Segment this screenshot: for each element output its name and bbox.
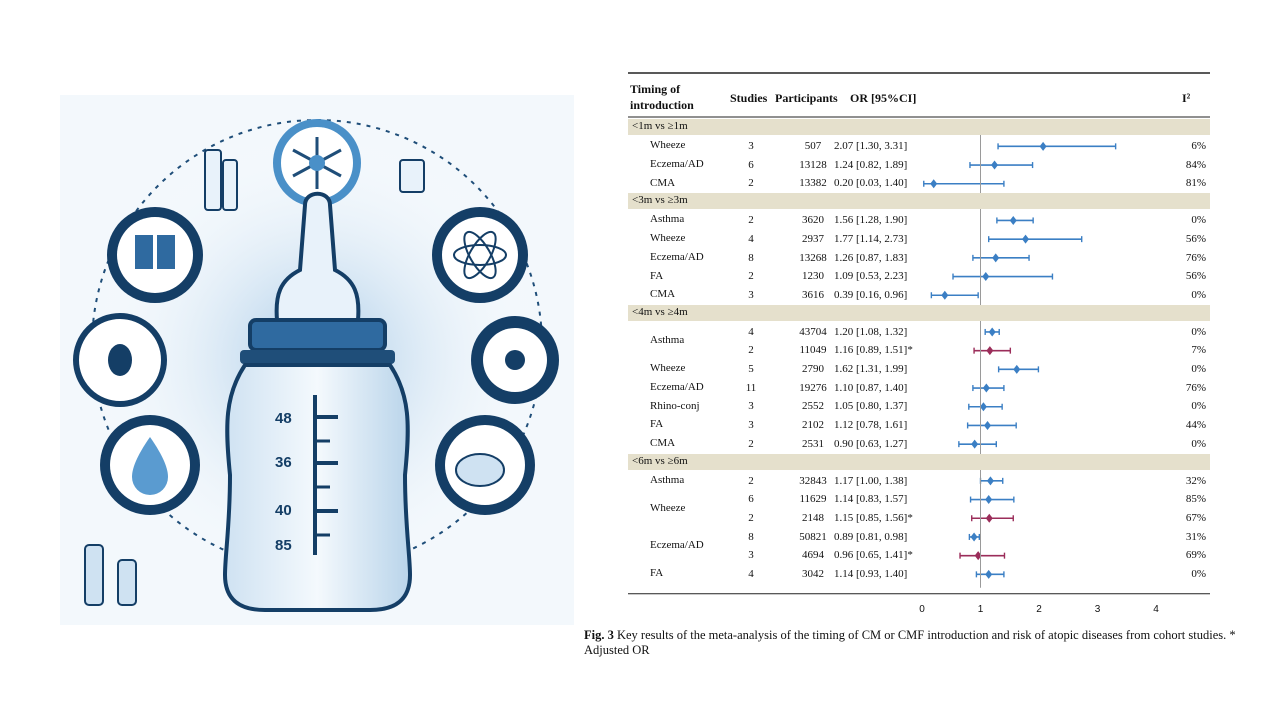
group-band — [628, 454, 1210, 470]
baby-bottle-illustration — [60, 95, 574, 625]
x-tick-label: 1 — [977, 603, 984, 615]
participants-cell: 2531 — [802, 437, 824, 450]
outcome-label: Eczema/AD — [650, 158, 704, 171]
studies-cell: 2 — [748, 177, 754, 190]
milk-drop-icon — [100, 415, 200, 515]
or-ci-cell: 0.96 [0.65, 1.41]* — [834, 549, 913, 562]
i2-cell: 32% — [1185, 474, 1206, 487]
or-point — [982, 272, 989, 281]
outcome-label: Asthma — [650, 334, 685, 347]
or-point — [985, 495, 992, 504]
bottle-mark-1: 48 — [275, 410, 292, 427]
group-label: <3m vs ≥3m — [632, 194, 688, 207]
flower-pollen-icon — [471, 316, 559, 404]
i2-cell: 85% — [1185, 493, 1206, 506]
or-ci-cell: 1.14 [0.93, 1.40] — [834, 568, 908, 580]
outcome-label: Eczema/AD — [650, 250, 704, 263]
bottle-mark-2: 36 — [275, 454, 292, 471]
studies-cell: 6 — [748, 493, 754, 506]
participants-cell: 13128 — [799, 158, 827, 171]
or-point — [985, 570, 992, 579]
i2-cell: 76% — [1185, 251, 1206, 264]
studies-cell: 2 — [748, 511, 754, 524]
studies-cell: 5 — [748, 363, 754, 375]
or-point — [971, 532, 978, 541]
outcome-label: Asthma — [650, 473, 685, 486]
i2-cell: 0% — [1191, 400, 1206, 413]
studies-cell: 4 — [748, 325, 754, 338]
header-studies: Studies — [730, 91, 768, 105]
outcome-label: Eczema/AD — [650, 539, 704, 552]
group-band — [628, 305, 1210, 321]
i2-cell: 76% — [1185, 381, 1206, 394]
or-point — [1022, 235, 1029, 244]
i2-cell: 0% — [1191, 325, 1206, 338]
or-ci-cell: 2.07 [1.30, 3.31] — [834, 140, 908, 152]
group-band — [628, 193, 1210, 209]
i2-cell: 56% — [1185, 270, 1206, 283]
studies-cell: 3 — [748, 400, 754, 413]
x-tick-label: 3 — [1094, 603, 1101, 615]
participants-cell: 2937 — [802, 232, 824, 245]
participants-cell: 50821 — [799, 530, 827, 543]
participants-cell: 13382 — [799, 177, 827, 190]
outcome-label: Wheeze — [650, 232, 686, 245]
x-tick-label: 4 — [1153, 603, 1159, 615]
studies-cell: 4 — [748, 232, 754, 245]
outcome-label: Wheeze — [650, 501, 686, 514]
or-point — [991, 161, 998, 170]
i2-cell: 0% — [1191, 363, 1206, 375]
outcome-label: FA — [650, 418, 664, 431]
or-point — [986, 514, 993, 523]
group-band — [628, 119, 1210, 135]
or-point — [1040, 142, 1047, 151]
outcome-label: Rhino-conj — [650, 399, 700, 412]
participants-cell: 1230 — [802, 270, 824, 283]
participants-cell: 2148 — [802, 511, 824, 524]
or-ci-cell: 1.12 [0.78, 1.61] — [834, 419, 908, 432]
group-label: <4m vs ≥4m — [632, 305, 688, 318]
or-ci-cell: 1.05 [0.80, 1.37] — [834, 400, 908, 413]
infant-formula-illustration — [60, 95, 574, 625]
or-ci-cell: 1.17 [1.00, 1.38] — [834, 474, 908, 487]
participants-cell: 507 — [804, 140, 822, 152]
or-ci-cell: 1.16 [0.89, 1.51]* — [834, 344, 913, 357]
i2-cell: 0% — [1191, 437, 1206, 450]
outcome-label: CMA — [650, 288, 676, 301]
i2-cell: 0% — [1191, 568, 1206, 580]
or-ci-cell: 1.62 [1.31, 1.99] — [834, 363, 908, 375]
studies-cell: 2 — [748, 474, 754, 487]
studies-cell: 6 — [748, 158, 754, 171]
header-i2: I² — [1182, 91, 1191, 105]
caption-fig-label: Fig. 3 — [584, 628, 614, 642]
participants-cell: 2102 — [802, 419, 824, 432]
studies-cell: 11 — [745, 381, 757, 394]
participants-cell: 3042 — [802, 568, 824, 580]
i2-cell: 6% — [1191, 140, 1206, 152]
bottle-mark-4: 85 — [275, 537, 292, 554]
i2-cell: 0% — [1191, 214, 1206, 227]
or-point — [1013, 365, 1020, 374]
group-label: <6m vs ≥6m — [632, 454, 688, 467]
participants-cell: 2790 — [802, 363, 824, 375]
participants-cell: 11629 — [799, 493, 827, 506]
or-ci-cell: 0.90 [0.63, 1.27] — [834, 437, 908, 450]
i2-cell: 7% — [1191, 344, 1206, 357]
studies-cell: 4 — [748, 568, 754, 580]
outcome-label: CMA — [650, 176, 676, 189]
studies-cell: 8 — [748, 530, 754, 543]
or-point — [971, 440, 978, 449]
studies-cell: 2 — [748, 437, 754, 450]
participants-cell: 3620 — [802, 214, 824, 227]
outcome-label: CMA — [650, 437, 676, 450]
header-participants: Participants — [775, 91, 838, 105]
i2-cell: 67% — [1185, 511, 1206, 524]
header-or-ci: OR [95%CI] — [850, 91, 917, 105]
participants-cell: 13268 — [799, 251, 827, 264]
group-label: <1m vs ≥1m — [632, 120, 688, 132]
outcome-label: Eczema/AD — [650, 381, 704, 394]
bottle-mark-3: 40 — [275, 502, 292, 519]
i2-cell: 81% — [1185, 177, 1206, 190]
i2-cell: 44% — [1185, 419, 1206, 432]
x-tick-label: 0 — [919, 603, 925, 615]
studies-cell: 3 — [748, 140, 754, 152]
or-ci-cell: 1.77 [1.14, 2.73] — [834, 232, 908, 245]
participants-cell: 32843 — [799, 474, 827, 487]
dust-mite-icon — [76, 316, 164, 404]
outcome-label: Asthma — [650, 213, 685, 226]
i2-cell: 0% — [1191, 288, 1206, 301]
or-ci-cell: 1.15 [0.85, 1.56]* — [834, 511, 913, 524]
studies-cell: 3 — [748, 419, 754, 432]
i2-cell: 31% — [1185, 530, 1206, 543]
participants-cell: 4694 — [802, 549, 824, 562]
or-ci-cell: 1.20 [1.08, 1.32] — [834, 325, 908, 338]
participants-cell: 2552 — [802, 400, 824, 413]
or-point — [1010, 216, 1017, 225]
x-tick-label: 2 — [1036, 603, 1042, 615]
i2-cell: 56% — [1185, 232, 1206, 245]
document-icon — [107, 207, 203, 303]
or-point — [984, 421, 991, 430]
or-ci-cell: 1.09 [0.53, 2.23] — [834, 270, 908, 283]
forest-plot-figure — [610, 55, 1230, 655]
outcome-label: Wheeze — [650, 362, 686, 375]
participants-cell: 3616 — [802, 288, 824, 301]
or-point — [983, 384, 990, 393]
studies-cell: 3 — [748, 549, 754, 562]
figure-caption — [584, 628, 1244, 658]
outcome-label: Wheeze — [650, 139, 686, 152]
caption-text: Key results of the meta-analysis of the timing of CM or CMF introduction and risk of atopic diseases from cohort studies. * Adjusted OR — [584, 628, 1236, 657]
atom-icon — [432, 207, 528, 303]
studies-cell: 2 — [748, 344, 754, 357]
or-ci-cell: 1.24 [0.82, 1.89] — [834, 158, 908, 171]
food-icon — [435, 415, 535, 515]
or-ci-cell: 1.26 [0.87, 1.83] — [834, 251, 908, 264]
or-ci-cell: 0.39 [0.16, 0.96] — [834, 288, 908, 301]
or-point — [989, 327, 996, 336]
studies-cell: 2 — [748, 270, 754, 283]
or-point — [930, 179, 937, 188]
or-ci-cell: 1.10 [0.87, 1.40] — [834, 381, 908, 394]
participants-cell: 11049 — [799, 344, 827, 357]
or-ci-cell: 1.56 [1.28, 1.90] — [834, 214, 908, 227]
i2-cell: 84% — [1185, 158, 1206, 171]
outcome-label: FA — [650, 269, 664, 282]
participants-cell: 43704 — [799, 325, 827, 338]
or-point — [987, 476, 994, 485]
or-ci-cell: 0.89 [0.81, 0.98] — [834, 530, 908, 543]
or-point — [992, 253, 999, 262]
or-ci-cell: 0.20 [0.03, 1.40] — [834, 177, 908, 190]
or-ci-cell: 1.14 [0.83, 1.57] — [834, 493, 908, 506]
or-point — [941, 291, 948, 300]
header-timing: Timing of introduction — [630, 82, 694, 112]
or-point — [986, 346, 993, 355]
outcome-label: FA — [650, 567, 664, 580]
studies-cell: 8 — [748, 251, 754, 264]
studies-cell: 2 — [748, 214, 754, 227]
participants-cell: 19276 — [799, 381, 827, 394]
studies-cell: 3 — [748, 288, 754, 301]
i2-cell: 69% — [1185, 549, 1206, 562]
